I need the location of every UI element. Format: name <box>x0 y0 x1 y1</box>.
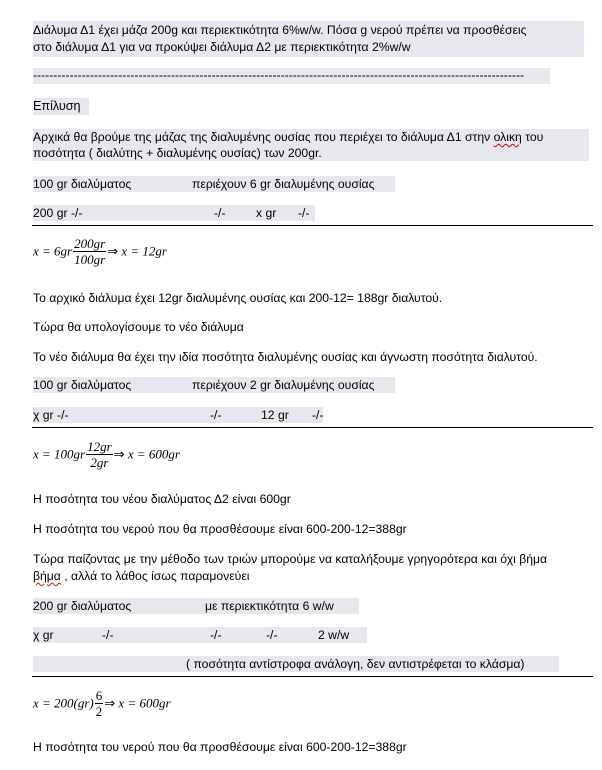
eq2-numerator: 12gr <box>87 439 112 454</box>
table2-r1-c2: περιέχουν 2 gr διαλυμένης ουσίας <box>192 378 375 392</box>
table2-r2-c4: -/- <box>312 408 324 422</box>
p-initial: Το αρχικό διάλυμα έχει 12gr διαλυμένης ουσίας και 200-12= 188gr διαλυτού. <box>33 291 443 305</box>
table2-rule <box>32 427 593 428</box>
p-new: Το νέο διάλυμα θα έχει την ιδία ποσότητα διαλυμένης ουσίας και άγνωστη ποσότητα διαλυτού. <box>33 350 538 364</box>
table2-r1-c1: 100 gr διαλύματος <box>33 378 132 392</box>
equation-2 <box>33 439 180 470</box>
eq2-arrow: ⇒ <box>113 446 125 462</box>
p-now: Τώρα θα υπολογίσουμε το νέο διάλυμα <box>33 320 244 334</box>
eq3-numerator: 6 <box>95 688 103 703</box>
para1-line-1 <box>33 130 543 144</box>
problem-line-1: Διάλυμα Δ1 έχει μάζα 200g και περιεκτικότητα 6%w/w. Πόσα g νερού πρέπει να προσθέσεις <box>33 23 527 37</box>
misspelled-word-2: βήμα <box>33 569 61 583</box>
equation-3 <box>33 688 171 719</box>
eq3-lhs: x = 200(gr) <box>33 695 94 711</box>
table3-row2-highlight <box>33 627 367 643</box>
table3-rule <box>32 676 593 677</box>
eq1-denominator: 100gr <box>74 252 106 267</box>
para1-line-2: ποσότητα ( διαλύτης + διαλυμένης ουσίας) των 200gr. <box>33 146 322 160</box>
table2-r2-c3: 12 gr <box>261 408 289 422</box>
problem-line-2: στο διάλυμα Δ1 για να προκύψει διάλυμα Δ2 με περιεκτικότητα 2%w/w <box>33 40 411 54</box>
dash-divider: ------------------------------------------------------------------------------------------------------------------------- <box>33 68 525 82</box>
table3-note: ( ποσότητα αντίστροφα ανάλογη, δεν αντιστρέφεται το κλάσμα) <box>186 657 525 671</box>
para1-line-1-a: Αρχικά θα βρούμε της μάζας της διαλυμένης ουσίας που περιέχει το διάλυμα Δ1 στην <box>33 130 494 144</box>
p-qty-new: Η ποσότητα του νέου διαλύματος Δ2 είναι 600gr <box>33 492 291 506</box>
equation-1 <box>33 236 167 267</box>
table1-r2-c2: -/- <box>214 206 226 220</box>
eq2-denominator: 2gr <box>90 455 109 470</box>
eq3-fraction <box>95 688 104 719</box>
table1-r2-c3: x gr <box>256 206 277 220</box>
table1-r1-c2: περιέχουν 6 gr διαλυμένης ουσίας <box>192 177 375 191</box>
table2-r2-c1: χ gr -/- <box>33 408 69 422</box>
eq2-fraction <box>86 439 113 470</box>
eq2-rhs: x = 600gr <box>127 446 180 462</box>
table1-r1-c1: 100 gr διαλύματος <box>33 177 132 191</box>
table3-r2-c4: -/- <box>266 628 278 642</box>
table3-r1-c1: 200 gr διαλύματος <box>33 599 132 613</box>
table3-r2-c2: -/- <box>102 628 114 642</box>
table3-r2-c1: χ gr <box>33 628 54 642</box>
table3-r2-c3: -/- <box>210 628 222 642</box>
eq1-numerator: 200gr <box>74 236 106 251</box>
misspelled-word: ολικη <box>493 130 522 144</box>
eq1-rhs: x = 12gr <box>121 243 167 259</box>
table1-rule <box>32 225 593 226</box>
p-water-2: Η ποσότητα του νερού που θα προσθέσουμε είναι 600-200-12=388gr <box>33 740 407 754</box>
eq1-fraction <box>73 236 106 267</box>
p-three-line-2 <box>33 569 249 583</box>
eq3-denominator: 2 <box>95 704 103 719</box>
p-three-line-2-b: , αλλά το λάθος ίσως παραμονεύει <box>60 569 250 583</box>
eq3-rhs: x = 600gr <box>118 695 171 711</box>
table3-r2-c5: 2 w/w <box>318 628 350 642</box>
p-three-line-1: Τώρα παίζοντας με την μέθοδο των τριών μπορούμε να καταλήξουμε γρηγορότερα και όχι βήμα <box>33 552 548 566</box>
table1-r2-c1: 200 gr -/- <box>33 206 83 220</box>
p-water-1: Η ποσότητα του νερού που θα προσθέσουμε είναι 600-200-12=388gr <box>33 522 407 536</box>
table3-r1-c2: με περιεκτικότητα 6 w/w <box>205 599 334 613</box>
eq3-arrow: ⇒ <box>104 695 116 711</box>
eq2-lhs: x = 100gr <box>33 446 86 462</box>
para1-line-1-c: του <box>521 130 544 144</box>
table1-r2-c4: -/- <box>298 206 310 220</box>
eq1-arrow: ⇒ <box>107 243 119 259</box>
table2-r2-c2: -/- <box>210 408 222 422</box>
eq1-lhs: x = 6gr <box>33 243 73 259</box>
solution-heading: Επίλυση <box>33 99 81 113</box>
